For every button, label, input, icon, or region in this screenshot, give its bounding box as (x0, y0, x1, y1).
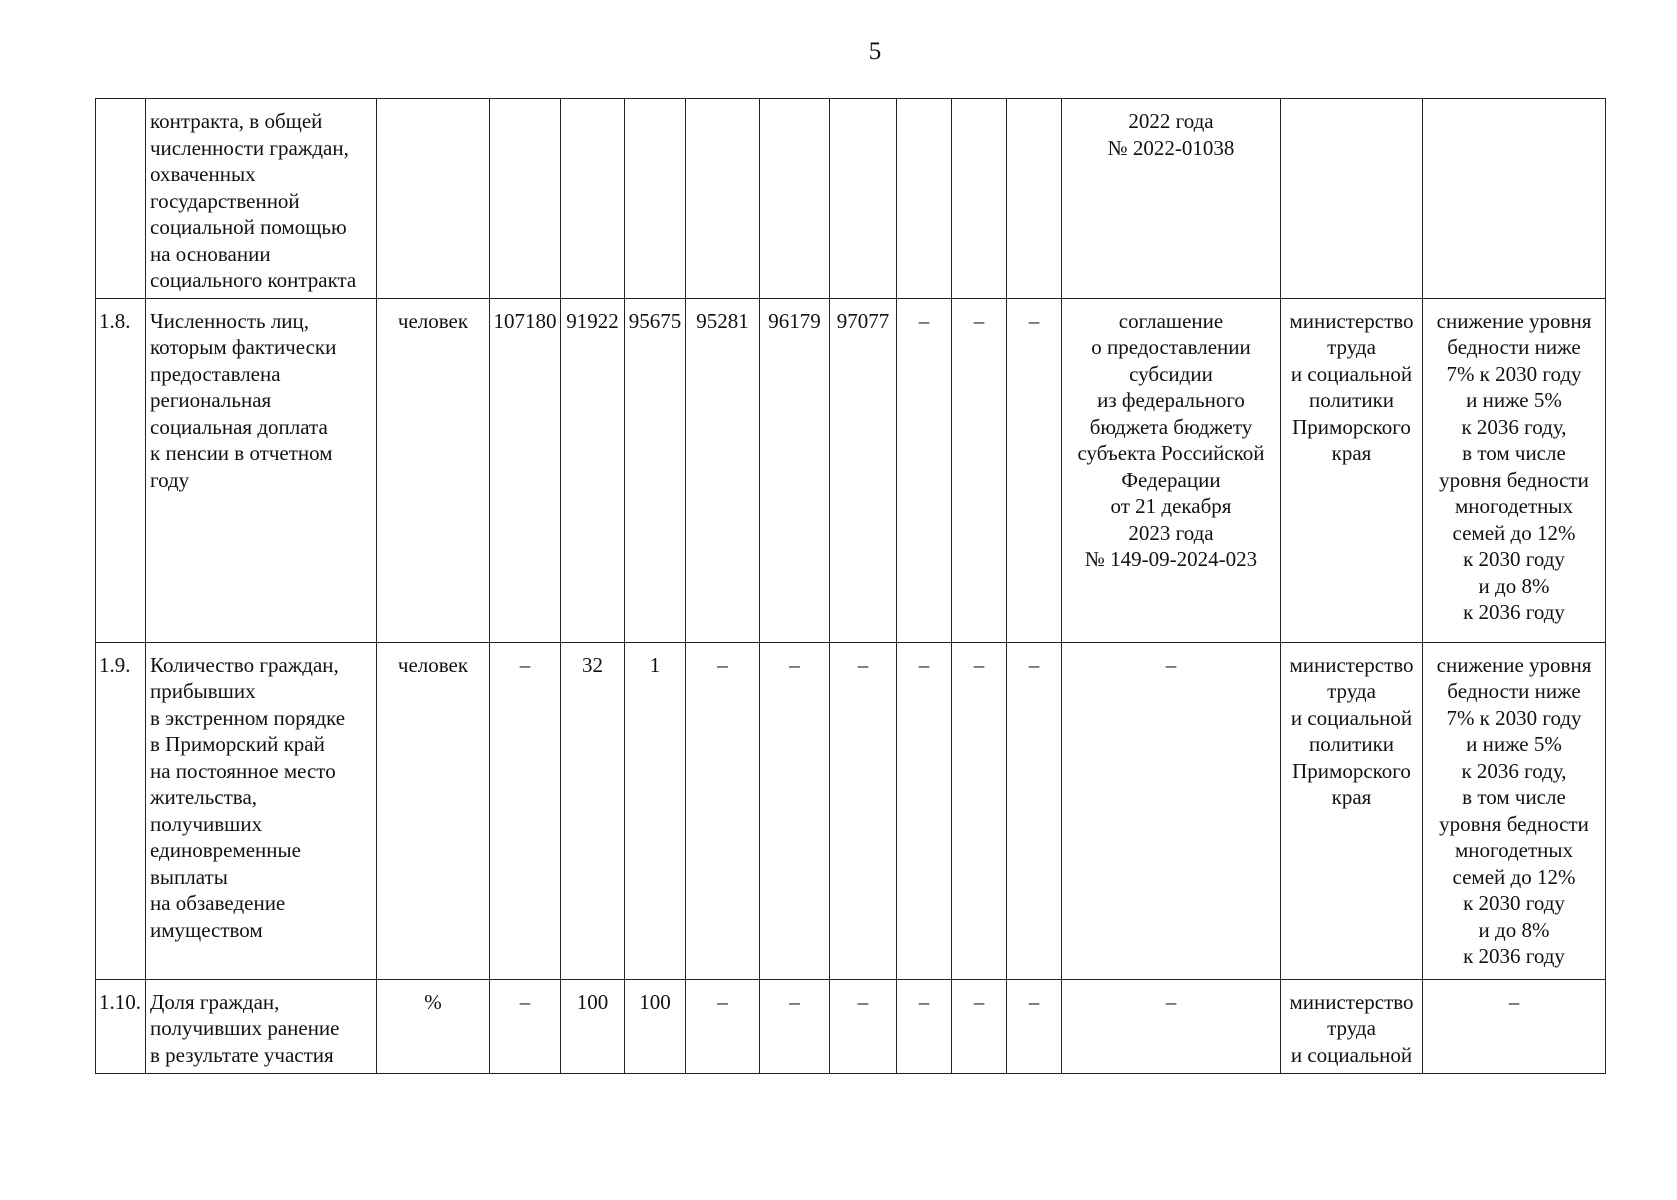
value-cell: 100 (625, 979, 686, 1073)
value-cell: 95675 (625, 298, 686, 642)
unit-cell (377, 99, 490, 299)
value-cell: 95281 (686, 298, 760, 642)
document-cell: 2022 года № 2022-01038 (1062, 99, 1281, 299)
link-cell (1423, 99, 1606, 299)
value-cell: – (952, 642, 1007, 979)
indicator-name-cell: Доля граждан, получивших ранение в результате участия (146, 979, 377, 1073)
responsible-cell: министерство труда и социальной политики Приморского края (1281, 642, 1423, 979)
value-cell: – (490, 642, 561, 979)
value-cell (561, 99, 625, 299)
value-cell (1007, 99, 1062, 299)
value-cell (952, 99, 1007, 299)
value-cell: 100 (561, 979, 625, 1073)
value-cell: – (686, 979, 760, 1073)
value-cell: – (952, 979, 1007, 1073)
value-cell: – (897, 979, 952, 1073)
value-cell: – (830, 642, 897, 979)
unit-cell: человек (377, 298, 490, 642)
unit-cell: человек (377, 642, 490, 979)
indicator-name-cell: Количество граждан, прибывших в экстренном порядке в Приморский край на постоянное место жительства, получивших единовременные выплаты на обзаведение имуществом (146, 642, 377, 979)
value-cell (625, 99, 686, 299)
value-cell (490, 99, 561, 299)
value-cell: – (760, 642, 830, 979)
value-cell: 96179 (760, 298, 830, 642)
value-cell: – (1007, 642, 1062, 979)
link-cell: – (1423, 979, 1606, 1073)
responsible-cell: министерство труда и социальной политики Приморского края (1281, 298, 1423, 642)
unit-cell: % (377, 979, 490, 1073)
value-cell: 107180 (490, 298, 561, 642)
value-cell: 91922 (561, 298, 625, 642)
document-cell: соглашение о предоставлении субсидии из федерального бюджета бюджету субъекта Российской Федерации от 21 декабря 2023 года № 149-09-2024-023 (1062, 298, 1281, 642)
value-cell: 97077 (830, 298, 897, 642)
table-row (96, 99, 1606, 299)
row-number-cell (96, 99, 146, 299)
document-cell: – (1062, 642, 1281, 979)
row-number-cell: 1.8. (96, 298, 146, 642)
value-cell: – (490, 979, 561, 1073)
value-cell: – (897, 298, 952, 642)
value-cell: – (686, 642, 760, 979)
indicators-table (95, 98, 1606, 1074)
indicator-name-cell: Численность лиц, которым фактически предоставлена региональная социальная доплата к пенсии в отчетном году (146, 298, 377, 642)
value-cell: – (897, 642, 952, 979)
indicator-name-cell: контракта, в общей численности граждан, охваченных государственной социальной помощью на основании социального контракта (146, 99, 377, 299)
value-cell (686, 99, 760, 299)
table-row (96, 642, 1606, 979)
table-row (96, 298, 1606, 642)
value-cell: – (952, 298, 1007, 642)
value-cell: – (830, 979, 897, 1073)
value-cell (760, 99, 830, 299)
value-cell: – (1007, 979, 1062, 1073)
value-cell (830, 99, 897, 299)
page-number: 5 (868, 38, 882, 65)
value-cell: 1 (625, 642, 686, 979)
link-cell: снижение уровня бедности ниже 7% к 2030 году и ниже 5% к 2036 году, в том числе уровня бедности многодетных семей до 12% к 2030 году и до 8% к 2036 году (1423, 642, 1606, 979)
link-cell: снижение уровня бедности ниже 7% к 2030 году и ниже 5% к 2036 году, в том числе уровня бедности многодетных семей до 12% к 2030 году и до 8% к 2036 году (1423, 298, 1606, 642)
responsible-cell: министерство труда и социальной (1281, 979, 1423, 1073)
document-cell: – (1062, 979, 1281, 1073)
row-number-cell: 1.10. (96, 979, 146, 1073)
table-row (96, 979, 1606, 1073)
value-cell: 32 (561, 642, 625, 979)
value-cell: – (760, 979, 830, 1073)
responsible-cell (1281, 99, 1423, 299)
row-number-cell: 1.9. (96, 642, 146, 979)
value-cell (897, 99, 952, 299)
value-cell: – (1007, 298, 1062, 642)
